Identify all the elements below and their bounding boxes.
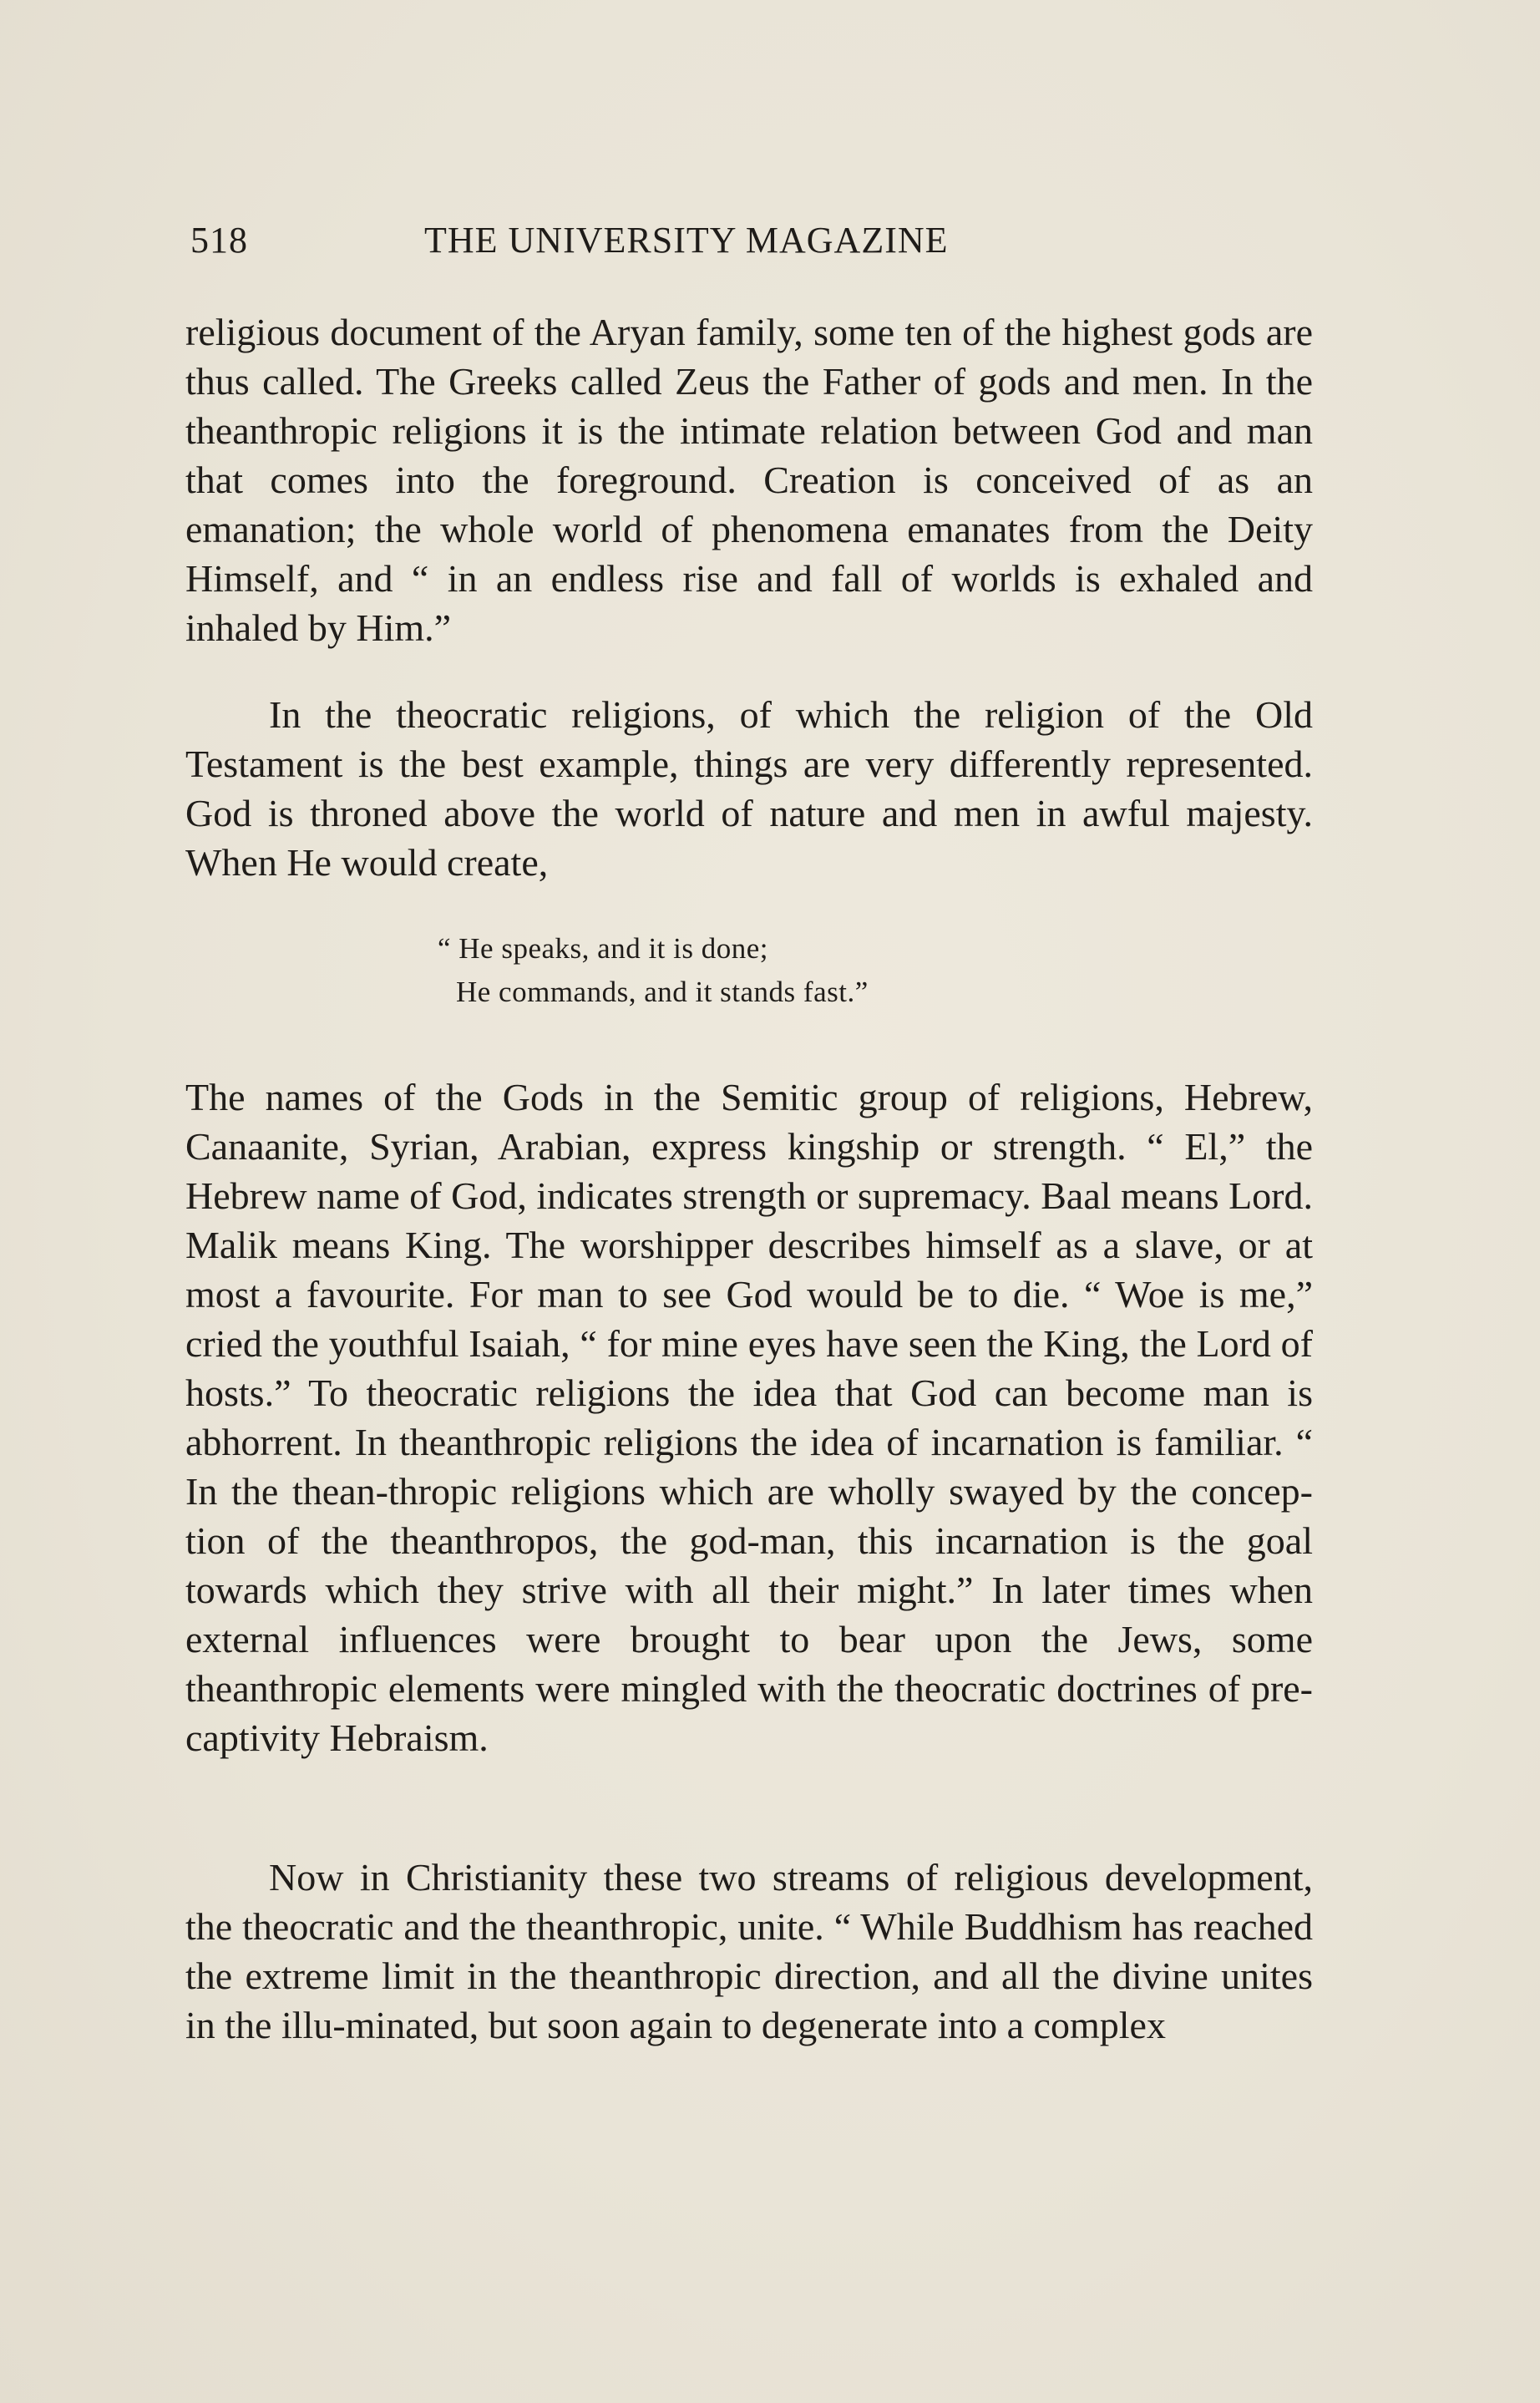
paragraph-2: In the theocratic religions, of which the religion of the Old Testament is the best example, things are very differently represented. God is throned above the world of nature and men in awful majesty. When He would create,: [185, 693, 1313, 884]
running-title: THE UNIVERSITY MAGAZINE: [424, 220, 949, 261]
paragraph-1: religious document of the Aryan family, some ten of the highest gods are thus called. The Greeks called Zeus the Father of gods and men. In the theanthropic religions it is the intimate relation between God and man that comes into the foreground. Creation is conceived of as an emanation; the whole world of phenomena emanates from the Deity Himself, and “ in an endless rise and fall of worlds is exhaled and inhaled by Him.”: [185, 311, 1313, 649]
paragraph-4: Now in Christianity these two streams of religious development, the theocratic and the theanthropic, unite. “ While Buddhism has reached the extreme limit in the theanthropic direction, and all the divine unites in the illu-minated, but soon again to degenerate into a complex: [185, 1856, 1313, 2046]
page-header: [190, 219, 1092, 269]
block-quote: [438, 927, 869, 1014]
paragraph-3: The names of the Gods in the Semitic group of religions, Hebrew, Canaanite, Syrian, Arabian, express kingship or strength. “ El,” the Hebrew name of God, indicates strength or supremacy. Baal means Lord. Malik means King. The worshipper describes himself as a slave, or at most a favourite. For man to see God would be to die. “ Woe is me,” cried the youthful Isaiah, “ for mine eyes have seen the King, the Lord of hosts.” To theocratic religions the idea that God can become man is abhorrent. In theanthropic religions the idea of incarnation is familiar. “ In the thean-thropic religions which are wholly swayed by the concep-tion of the theanthropos, the god-man, this incarnation is the goal towards which they strive with all their might.” In later times when external influences were brought to bear upon the Jews, some theanthropic elements were mingled with the theocratic doctrines of pre-captivity Hebraism.: [185, 1076, 1313, 1759]
page-number: 518: [190, 220, 248, 261]
quote-line-1: “ He speaks, and it is done;: [438, 932, 768, 965]
quote-line-2: He commands, and it stands fast.”: [456, 976, 869, 1008]
